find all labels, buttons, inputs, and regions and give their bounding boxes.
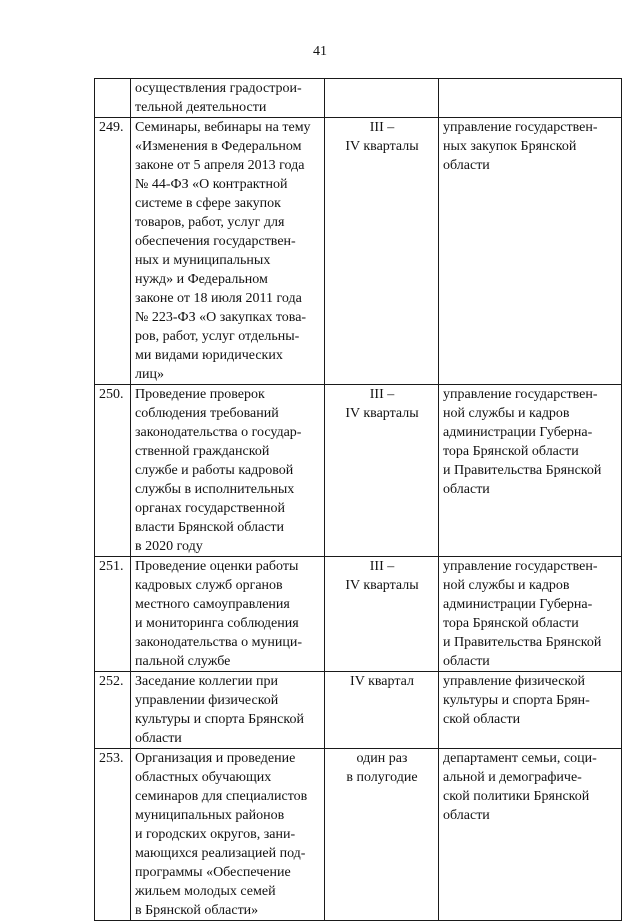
- responsible-line: управление государствен-: [443, 120, 598, 135]
- item-number: 249.: [95, 118, 131, 385]
- page-number: 41: [313, 44, 327, 59]
- event-name-line: пальной службе: [135, 654, 231, 669]
- event-name-line: в 2020 году: [135, 539, 203, 554]
- event-name-line: и мониторинга соблюдения: [135, 616, 299, 631]
- responsible-cell: [439, 385, 622, 557]
- responsible-cell: [439, 118, 622, 385]
- event-name-line: Заседание коллегии при: [135, 674, 278, 689]
- event-name-line: управлении физической: [135, 693, 279, 708]
- event-name-line: ми видами юридических: [135, 348, 283, 363]
- event-name-line: Проведение оценки работы: [135, 559, 299, 574]
- term-cell: [325, 79, 439, 118]
- responsible-line: тора Брянской области: [443, 444, 579, 459]
- item-number: [95, 79, 131, 118]
- responsible-line: области: [443, 654, 490, 669]
- term-cell: [325, 557, 439, 672]
- term-line: один раз: [356, 751, 408, 766]
- item-number: 253.: [95, 749, 131, 921]
- responsible-line: и Правительства Брянской: [443, 635, 602, 650]
- responsible-line: области: [443, 808, 490, 823]
- event-name-line: и городских округов, зани-: [135, 827, 296, 842]
- responsible-line: администрации Губерна-: [443, 425, 593, 440]
- term-cell: [325, 118, 439, 385]
- table-row: [95, 557, 622, 672]
- item-number: 250.: [95, 385, 131, 557]
- event-name-cell: [131, 79, 325, 118]
- table-row: [95, 385, 622, 557]
- event-name-line: Семинары, вебинары на тему: [135, 120, 311, 135]
- table-row: [95, 79, 622, 118]
- term-line: III –: [369, 120, 395, 135]
- event-name-line: муниципальных районов: [135, 808, 285, 823]
- term-cell: [325, 385, 439, 557]
- event-name-line: местного самоуправления: [135, 597, 290, 612]
- event-name-line: ственной гражданской: [135, 444, 270, 459]
- term-cell: [325, 672, 439, 749]
- responsible-line: и Правительства Брянской: [443, 463, 602, 478]
- event-name-line: товаров, работ, услуг для: [135, 215, 285, 230]
- event-name-line: тельной деятельности: [135, 100, 267, 115]
- event-name-line: службы в исполнительных: [135, 482, 295, 497]
- event-name-cell: [131, 749, 325, 921]
- term-cell: [325, 749, 439, 921]
- term-line: IV кварталы: [345, 578, 419, 593]
- event-name-line: ных и муниципальных: [135, 253, 271, 268]
- event-name-line: мающихся реализацией под-: [135, 846, 306, 861]
- responsible-cell: [439, 79, 622, 118]
- event-name-line: программы «Обеспечение: [135, 865, 291, 880]
- term-line: IV кварталы: [345, 406, 419, 421]
- responsible-line: культуры и спорта Брян-: [443, 693, 590, 708]
- event-name-line: семинаров для специалистов: [135, 789, 308, 804]
- term-line: III –: [369, 387, 395, 402]
- responsible-line: тора Брянской области: [443, 616, 579, 631]
- responsible-cell: [439, 749, 622, 921]
- responsible-line: области: [443, 158, 490, 173]
- responsible-line: департамент семьи, соци-: [443, 751, 597, 766]
- term-line: IV квартал: [350, 674, 414, 689]
- event-name-line: осуществления градострои-: [135, 81, 302, 96]
- item-number: 252.: [95, 672, 131, 749]
- term-line: III –: [369, 559, 395, 574]
- term-line: в полугодие: [346, 770, 418, 785]
- responsible-line: управление физической: [443, 674, 586, 689]
- event-name-cell: [131, 557, 325, 672]
- responsible-line: администрации Губерна-: [443, 597, 593, 612]
- event-name-line: нужд» и Федеральном: [135, 272, 268, 287]
- responsible-line: управление государствен-: [443, 559, 598, 574]
- event-name-line: области: [135, 731, 182, 746]
- responsible-line: управление государствен-: [443, 387, 598, 402]
- responsible-line: области: [443, 482, 490, 497]
- event-name-line: культуры и спорта Брянской: [135, 712, 304, 727]
- event-name-line: законе от 18 июля 2011 года: [135, 291, 302, 306]
- event-name-line: системе в сфере закупок: [135, 196, 281, 211]
- event-name-line: обеспечения государствен-: [135, 234, 296, 249]
- term-line: IV кварталы: [345, 139, 419, 154]
- event-name-line: Организация и проведение: [135, 751, 296, 766]
- responsible-line: ных закупок Брянской: [443, 139, 577, 154]
- responsible-cell: [439, 557, 622, 672]
- event-name-line: областных обучающих: [135, 770, 272, 785]
- event-name-line: законе от 5 апреля 2013 года: [135, 158, 305, 173]
- table-row: [95, 749, 622, 921]
- responsible-line: ской политики Брянской: [443, 789, 590, 804]
- plan-table: [94, 78, 622, 921]
- event-name-line: «Изменения в Федеральном: [135, 139, 302, 154]
- event-name-line: Проведение проверок: [135, 387, 265, 402]
- event-name-line: ров, работ, услуг отдельны-: [135, 329, 300, 344]
- responsible-line: ской области: [443, 712, 521, 727]
- item-number: 251.: [95, 557, 131, 672]
- event-name-cell: [131, 118, 325, 385]
- event-name-line: законодательства о государ-: [135, 425, 302, 440]
- event-name-cell: [131, 672, 325, 749]
- plan-table-body: [95, 79, 622, 921]
- responsible-cell: [439, 672, 622, 749]
- event-name-line: кадровых служб органов: [135, 578, 283, 593]
- event-name-line: лиц»: [135, 367, 164, 382]
- event-name-line: № 44-ФЗ «О контрактной: [135, 177, 288, 192]
- table-row: [95, 672, 622, 749]
- responsible-line: ной службы и кадров: [443, 406, 570, 421]
- event-name-line: соблюдения требований: [135, 406, 279, 421]
- event-name-cell: [131, 385, 325, 557]
- event-name-line: службе и работы кадровой: [135, 463, 294, 478]
- event-name-line: законодательства о муници-: [135, 635, 303, 650]
- responsible-line: альной и демографиче-: [443, 770, 582, 785]
- event-name-line: № 223-ФЗ «О закупках това-: [135, 310, 307, 325]
- table-row: [95, 118, 622, 385]
- event-name-line: власти Брянской области: [135, 520, 285, 535]
- responsible-line: ной службы и кадров: [443, 578, 570, 593]
- event-name-line: в Брянской области»: [135, 903, 259, 918]
- event-name-line: жильем молодых семей: [135, 884, 276, 899]
- event-name-line: органах государственной: [135, 501, 285, 516]
